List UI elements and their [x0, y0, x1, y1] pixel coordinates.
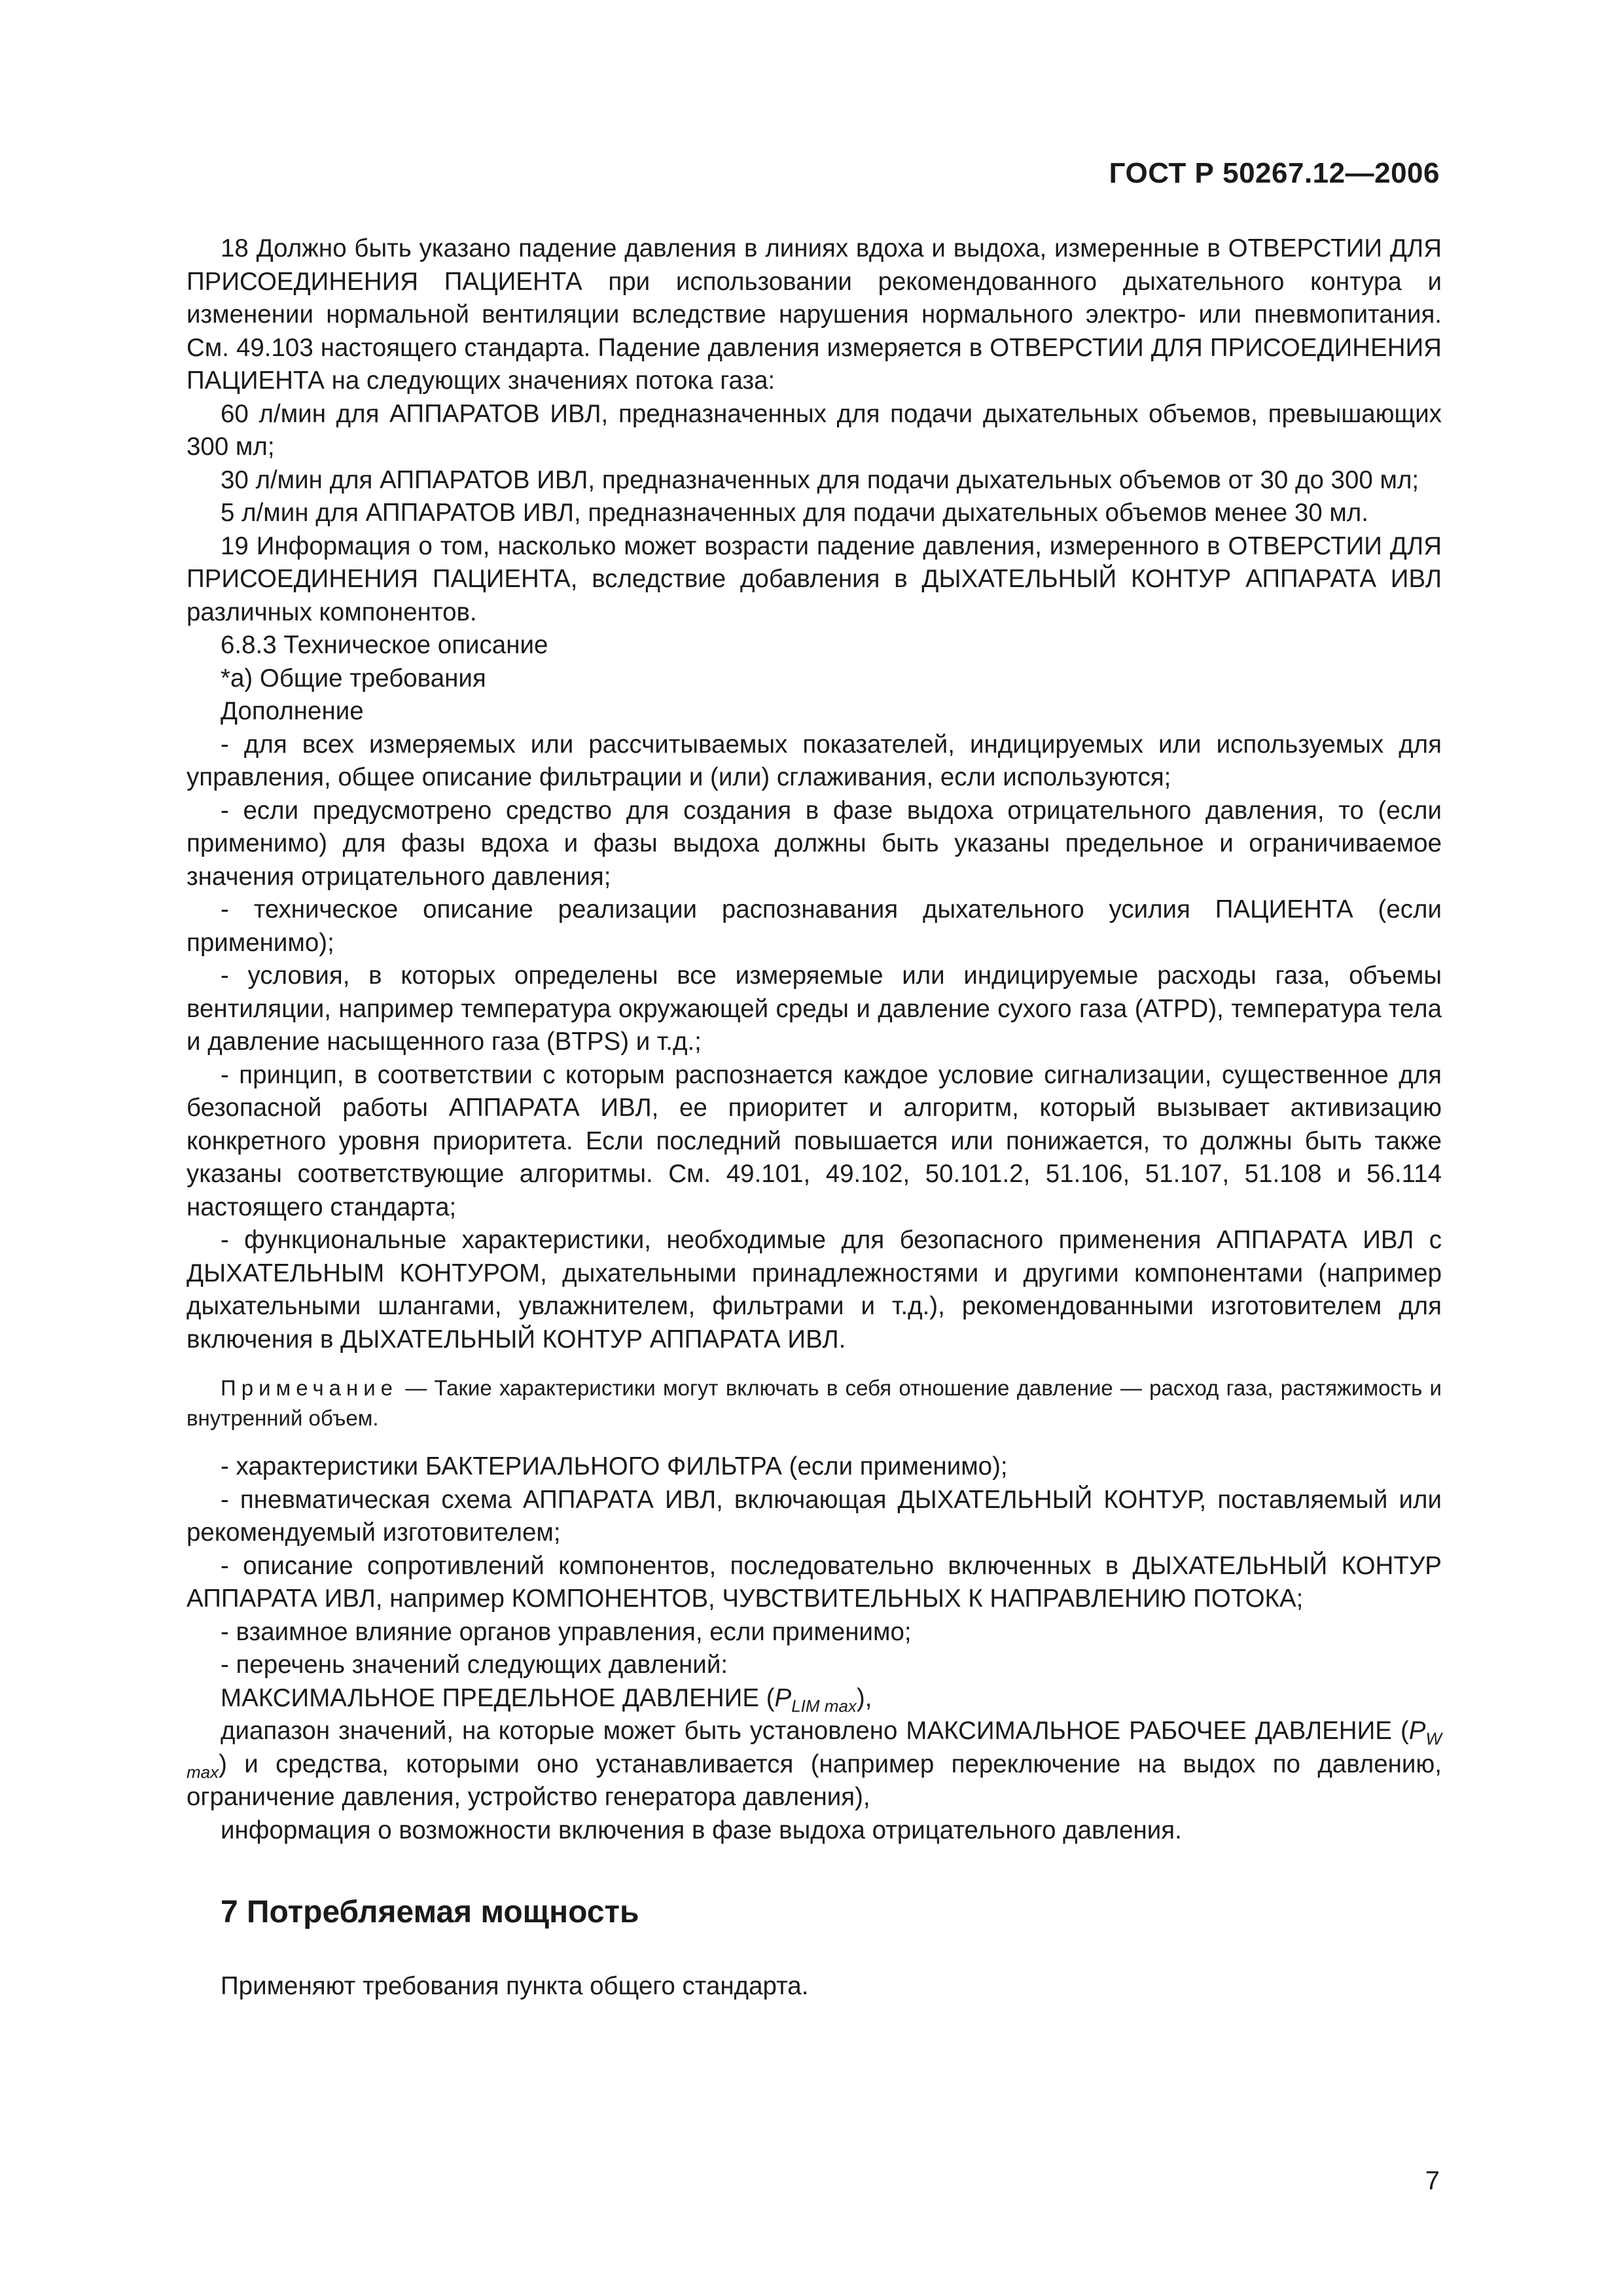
flow-60: 60 л/мин для АППАРАТОВ ИВЛ, предназначенных для подачи дыхательных объемов, превышающих 300 мл;	[187, 399, 1442, 461]
plim-symbol: P	[774, 1683, 792, 1712]
bullet-negative-pressure: - если предусмотрено средство для создания в фазе выдоха отрицательного давления, то (если применимо) для фазы вдоха и фазы выдоха должны быть указаны предельное и ограничиваемое значения отрицательного давления;	[187, 796, 1442, 891]
bullet-controls: - взаимное влияние органов управления, если применимо;	[221, 1617, 912, 1646]
standard-header: ГОСТ Р 50267.12—2006	[1109, 157, 1440, 189]
paragraph-19: 19 Информация о том, насколько может возрасти падение давления, измеренного в ОТВЕРСТИИ ДЛЯ ПРИСОЕДИНЕНИЯ ПАЦИЕНТА, вследствие добавления в ДЫХАТЕЛЬНЫЙ КОНТУР АППАРАТА ИВЛ различных компонентов.	[187, 531, 1442, 626]
section-6-8-3: 6.8.3 Техническое описание	[221, 631, 548, 659]
note-label: Примечание	[221, 1376, 399, 1400]
bullet-effort-detection: - техническое описание реализации распознавания дыхательного усилия ПАЦИЕНТА (если применимо);	[187, 895, 1442, 957]
section-7-heading: 7 Потребляемая мощность	[221, 1895, 639, 1929]
bullet-alarm-principle: - принцип, в соответствии с которым распознается каждое условие сигнализации, существенное для безопасной работы АППАРАТА ИВЛ, ее приоритет и алгоритм, который вызывает активизацию конкретного уровня приоритета. Если последний повышается или понижается, то должны быть также указаны соответствующие алгоритмы. См. 49.101, 49.102, 50.101.2, 51.106, 51.107, 51.108 и 56.114 настоящего стандарта;	[187, 1060, 1442, 1221]
plim-subscript-text: LIM max	[791, 1696, 857, 1716]
note-text: — Такие характеристики могут включать в себя отношение давление — расход газа, растяжимость и внутренний объем.	[187, 1376, 1442, 1430]
page-number: 7	[1425, 2166, 1440, 2195]
plim-line	[187, 1682, 1442, 1715]
bullet-resistances: - описание сопротивлений компонентов, последовательно включенных в ДЫХАТЕЛЬНЫЙ КОНТУР АППАРАТА ИВЛ, например КОМПОНЕНТОВ, ЧУВСТВИТЕЛЬНЫХ К НАПРАВЛЕНИЮ ПОТОКА;	[187, 1551, 1442, 1613]
supplement-label: Дополнение	[221, 697, 364, 725]
plim-subscript	[791, 1696, 857, 1715]
flow-5: 5 л/мин для АППАРАТОВ ИВЛ, предназначенных для подачи дыхательных объемов менее 30 мл.	[221, 499, 1368, 527]
bullet-pneumatic-scheme: - пневматическая схема АППАРАТА ИВЛ, включающая ДЫХАТЕЛЬНЫЙ КОНТУР, поставляемый или рекомендуемый изготовителем;	[187, 1485, 1442, 1547]
info-line: информация о возможности включения в фазе выдоха отрицательного давления.	[221, 1816, 1182, 1844]
paragraph-18: 18 Должно быть указано падение давления в линиях вдоха и выдоха, измеренные в ОТВЕРСТИИ ДЛЯ ПРИСОЕДИНЕНИЯ ПАЦИЕНТА при использовании рекомендованного дыхательного контура и изменении нормальной вентиляции вследствие нарушения нормального электро- или пневмопитания. См. 49.103 настоящего стандарта. Падение давления измеряется в ОТВЕРСТИИ ДЛЯ ПРИСОЕДИНЕНИЯ ПАЦИЕНТА на следующих значениях потока газа:	[187, 234, 1442, 395]
document-body	[187, 232, 1442, 2003]
section-7-text: Применяют требования пункта общего стандарта.	[221, 1972, 809, 2000]
plim-text: МАКСИМАЛЬНОЕ ПРЕДЕЛЬНОЕ ДАВЛЕНИЕ (	[221, 1683, 775, 1712]
pw-symbol: P	[1408, 1717, 1426, 1745]
subsection-a: *а) Общие требования	[221, 664, 486, 692]
range-rest: ) и средства, которыми оно устанавливается (например переключение на выдох по давлению, ограничение давления, устройство генератора давления),	[187, 1749, 1442, 1811]
bullet-functional-characteristics: - функциональные характеристики, необходимые для безопасного применения АППАРАТА ИВЛ с ДЫХАТЕЛЬНЫМ КОНТУРОМ, дыхательными принадлежностями и другими компонентами (например дыхательными шлангами, увлажнителем, фильтрами и т.д.), рекомендованными изготовителем для включения в ДЫХАТЕЛЬНЫЙ КОНТУР АППАРАТА ИВЛ.	[187, 1226, 1442, 1354]
pw-subscript-text: W max	[187, 1729, 1442, 1782]
bullet-conditions: - условия, в которых определены все измеряемые или индицируемые расходы газа, объемы вентиляции, например температура окружающей среды и давление сухого газа (ATPD), температура тела и давление насыщенного газа (BTPS) и т.д.;	[187, 961, 1442, 1056]
note	[187, 1373, 1442, 1433]
flow-30: 30 л/мин для АППАРАТОВ ИВЛ, предназначенных для подачи дыхательных объемов от 30 до 300 мл;	[221, 465, 1419, 494]
bullet-bacterial-filter: - характеристики БАКТЕРИАЛЬНОГО ФИЛЬТРА (если применимо);	[221, 1452, 1008, 1480]
bullet-filtering: - для всех измеряемых или рассчитываемых показателей, индицируемых или используемых для управления, общее описание фильтрации и (или) сглаживания, если используются;	[187, 730, 1442, 791]
bullet-pressure-list: - перечень значений следующих давлений:	[221, 1651, 728, 1679]
range-text: диапазон значений, на которые может быть установлено МАКСИМАЛЬНОЕ РАБОЧЕЕ ДАВЛЕНИЕ (	[221, 1717, 1409, 1745]
range-paragraph	[187, 1715, 1442, 1814]
plim-close: ),	[856, 1683, 872, 1712]
